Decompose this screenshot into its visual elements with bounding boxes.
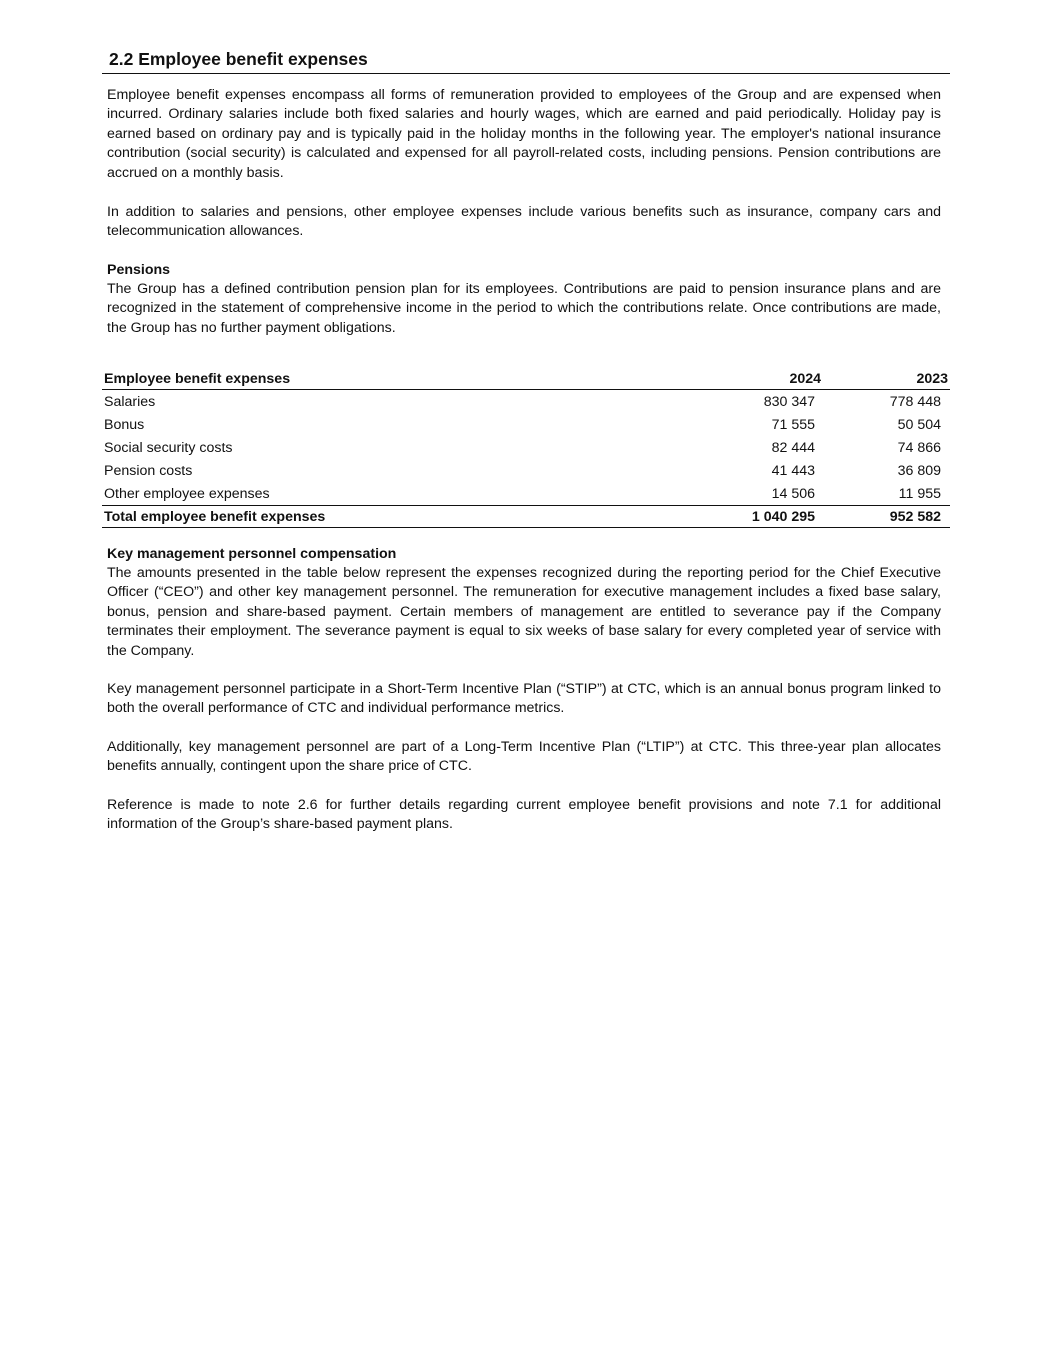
table-row [102,413,950,436]
row-label: Other employee expenses [104,485,270,502]
intro-paragraph-2: In addition to salaries and pensions, other employee expenses include various benefits such as insurance, company cars and telecommunication allowances. [107,204,941,240]
table-header-2023: 2023 [823,368,950,390]
row-value-2023: 50 504 [897,416,941,433]
row-label: Salaries [104,393,156,410]
kmp-heading: Key management personnel compensation [107,546,397,562]
kmp-paragraph-4: Reference is made to note 2.6 for further details regarding current employee benefit provisions and note 7.1 for additional information of the Group’s share-based payment plans. [107,797,941,833]
row-value-2023: 74 866 [897,439,941,456]
row-value-2023: 778 448 [889,393,941,410]
total-value-2024: 1 040 295 [695,506,823,528]
row-value-2024: 14 506 [771,485,815,502]
total-label: Total employee benefit expenses [102,506,695,528]
row-label: Pension costs [104,462,193,479]
total-value-2023: 952 582 [823,506,950,528]
table-row [102,482,950,506]
row-value-2024: 71 555 [771,416,815,433]
row-value-2023: 36 809 [897,462,941,479]
table-total-row [102,506,950,528]
table-row [102,390,950,414]
table-header-2024: 2024 [695,368,823,390]
intro-paragraph-1: Employee benefit expenses encompass all forms of remuneration provided to employees of the Group and are expensed when incurred. Ordinary salaries include both fixed salaries and hourly wages, which are earned and paid periodically. Holiday pay is earned based on ordinary pay and is typically paid in the holiday months in the following year. The employer's national insurance contribution (social security) is calculated and expensed for all payroll-related costs, including pensions. Pension contributions are accrued on a monthly basis. [107,87,941,181]
table-header-row [102,368,950,390]
row-value-2024: 82 444 [771,439,815,456]
pensions-heading: Pensions [107,262,171,278]
kmp-paragraph-3: Additionally, key management personnel are part of a Long-Term Incentive Plan (“LTIP”) at CTC. This three-year plan allocates benefits annually, contingent upon the share price of CTC. [107,739,941,775]
pensions-paragraph: The Group has a defined contribution pension plan for its employees. Contributions are paid to pension insurance plans and are recognized in the statement of comprehensive income in the period to which the contributions relate. Once contributions are made, the Group has no further payment obligations. [107,281,941,336]
table-row [102,459,950,482]
row-label: Bonus [104,416,145,433]
section-title: 2.2 Employee benefit expenses [109,49,368,69]
row-value-2024: 830 347 [763,393,815,410]
kmp-paragraph-1: The amounts presented in the table below represent the expenses recognized during the reporting period for the Chief Executive Officer (“CEO”) and other key management personnel. The remuneration for executive management includes a fixed base salary, bonus, pension and share-based payment. Certain members of management are entitled to severance pay if the Company terminates their employment. The severance payment is equal to six weeks of base salary for every completed year of service with the Company. [107,565,941,659]
row-value-2023: 11 955 [898,485,941,502]
table-header-label: Employee benefit expenses [102,368,695,390]
row-label: Social security costs [104,439,233,456]
kmp-paragraph-2: Key management personnel participate in a Short-Term Incentive Plan (“STIP”) at CTC, which is an annual bonus program linked to both the overall performance of CTC and individual performance metrics. [107,681,941,717]
section-heading [102,48,950,74]
row-value-2024: 41 443 [771,462,815,479]
table-row [102,436,950,459]
employee-benefit-expenses-table [102,368,950,528]
